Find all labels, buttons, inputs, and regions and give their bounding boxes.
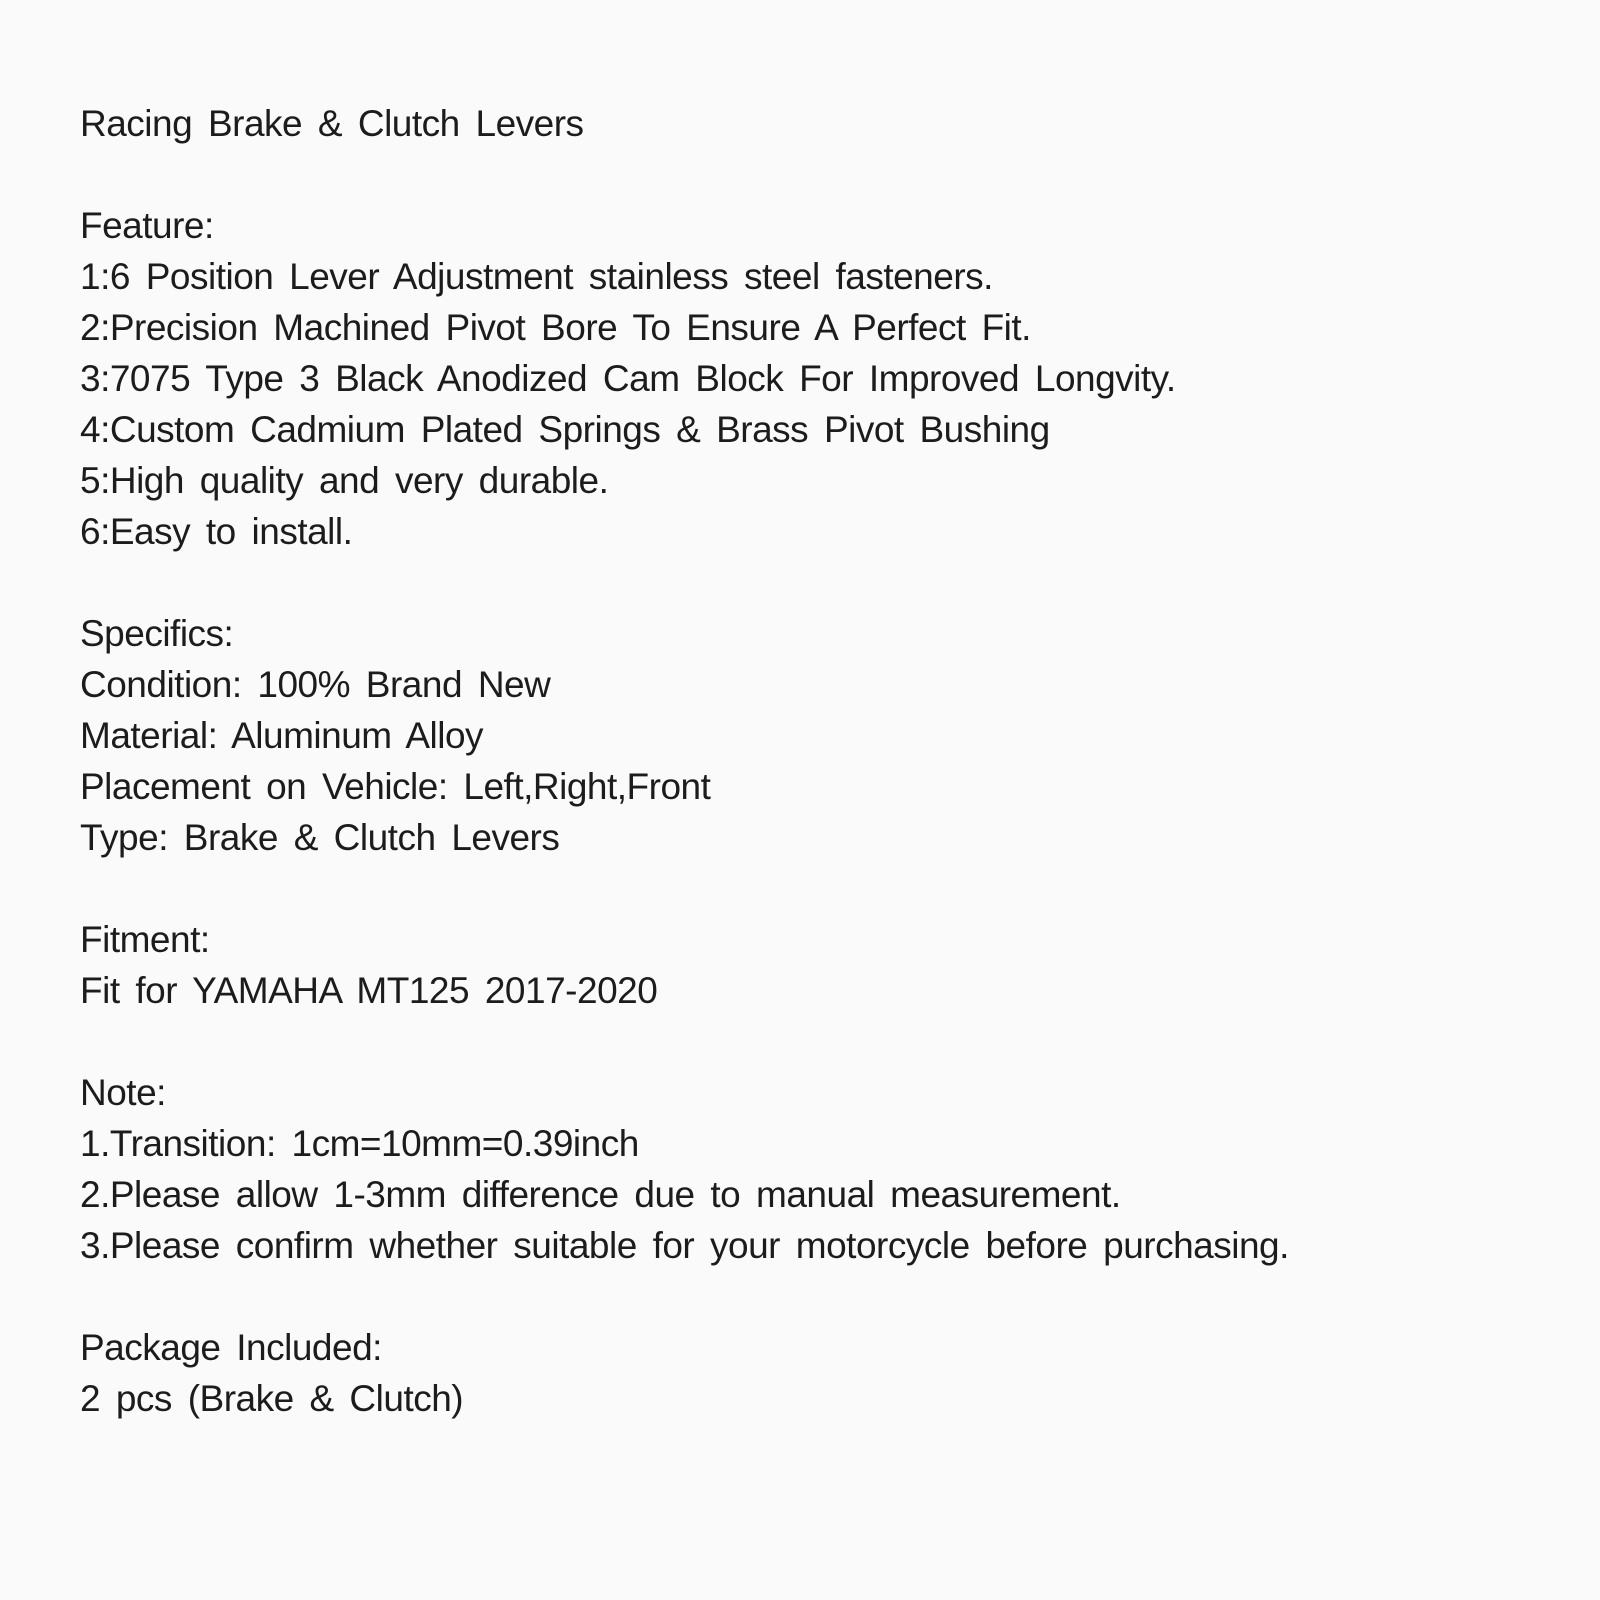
feature-line-1: 1:6 Position Lever Adjustment stainless steel fasteners. — [80, 256, 993, 297]
specifics-placement: Placement on Vehicle: Left,Right,Front — [80, 766, 711, 807]
fitment-line-1: Fit for YAMAHA MT125 2017-2020 — [80, 970, 658, 1011]
note-line-2: 2.Please allow 1-3mm difference due to manual measurement. — [80, 1174, 1121, 1215]
note-line-1: 1.Transition: 1cm=10mm=0.39inch — [80, 1123, 639, 1164]
feature-line-6: 6:Easy to install. — [80, 511, 353, 552]
specifics-type: Type: Brake & Clutch Levers — [80, 817, 560, 858]
note-heading: Note: — [80, 1072, 166, 1113]
page-title: Racing Brake & Clutch Levers — [80, 103, 584, 144]
specifics-condition: Condition: 100% Brand New — [80, 664, 551, 705]
fitment-heading: Fitment: — [80, 919, 210, 960]
feature-line-4: 4:Custom Cadmium Plated Springs & Brass Pivot Bushing — [80, 409, 1050, 450]
package-line-1: 2 pcs (Brake & Clutch) — [80, 1378, 464, 1419]
note-line-3: 3.Please confirm whether suitable for your motorcycle before purchasing. — [80, 1225, 1289, 1266]
specifics-material: Material: Aluminum Alloy — [80, 715, 484, 756]
feature-line-2: 2:Precision Machined Pivot Bore To Ensure A Perfect Fit. — [80, 307, 1031, 348]
feature-heading: Feature: — [80, 205, 214, 246]
feature-line-3: 3:7075 Type 3 Black Anodized Cam Block For Improved Longvity. — [80, 358, 1176, 399]
specifics-heading: Specifics: — [80, 613, 234, 654]
package-heading: Package Included: — [80, 1327, 382, 1368]
feature-line-5: 5:High quality and very durable. — [80, 460, 609, 501]
